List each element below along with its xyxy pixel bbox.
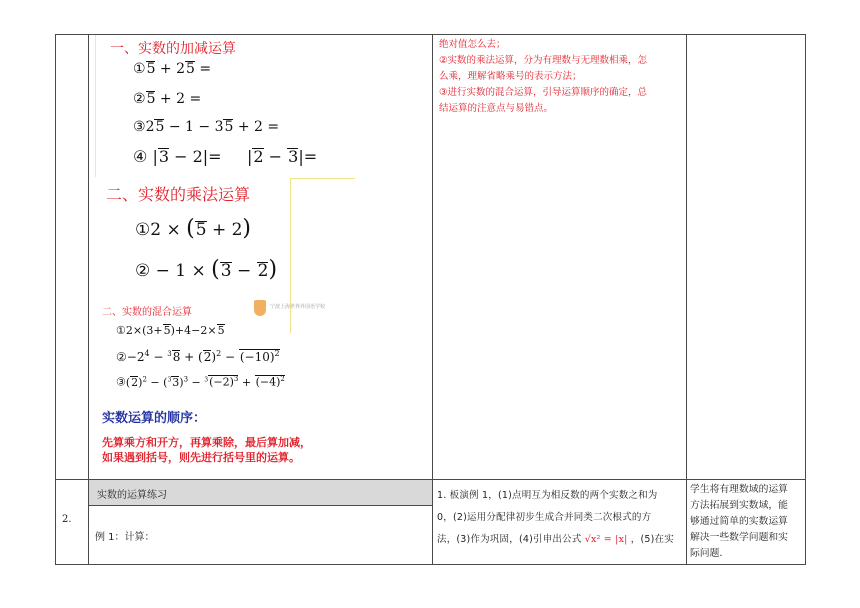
add-item-2 [133, 91, 201, 107]
intent-line-4: 解决一些数学问题和实 [690, 532, 788, 543]
row-number: 2. [62, 514, 72, 525]
item-label: ① [135, 220, 151, 240]
mixed-expr-2: $-2^4 - ^38 + (2)^2 - (-10)^2$ [126, 349, 280, 364]
order-box-line2: 如果遇到括号，则先进行括号里的运算。 [102, 451, 300, 464]
teacher-notes-cell [433, 35, 686, 479]
add-item-3 [133, 119, 279, 135]
note-line-4: ③进行实数的混合运算，引导运算顺序的确定，总 [439, 87, 648, 98]
slide-panel-yellow-top [290, 178, 355, 179]
intent-line-2: 方法拓展到实数域，能 [690, 500, 788, 511]
add-item-1 [133, 61, 211, 77]
note-line-2: ②实数的乘法运算，分为有理数与无理数相乘，怎 [439, 55, 648, 66]
note-line-3: 么乘，理解省略乘号的表示方法； [439, 71, 582, 82]
section-one-heading: 一、实数的加减运算 [110, 41, 236, 57]
slide-image-area [89, 35, 432, 479]
intent-line-1: 学生将有理数域的运算 [690, 484, 788, 495]
intent-cell [690, 482, 804, 562]
mixed-item-2 [116, 349, 280, 364]
school-logo [254, 300, 266, 316]
item-label: ② [133, 91, 146, 107]
activity-title: 实数的运算练习 [97, 490, 167, 501]
abs-expr-a: |3 − 2|= [152, 147, 222, 166]
intent-line-5: 际问题. [690, 548, 723, 559]
item-label: ④ [133, 147, 148, 166]
table-col-divider-3 [686, 34, 687, 565]
mixed-item-3 [116, 375, 285, 389]
process-line-3 [437, 529, 684, 551]
table-bottom-border [55, 564, 806, 565]
process-line-3a: 法，(3)作为巩固，(4)引申出公式 [437, 534, 582, 545]
mul-expr-2: − 1 × (3 − 2) [150, 257, 278, 282]
add-expr-2: 5 + 2 = [146, 91, 202, 107]
mul-item-1 [135, 216, 251, 241]
note-line-5: 结运算的注意点与易错点。 [439, 103, 554, 114]
mixed-expr-1: 2×(3+5)+4−2×5 [125, 324, 225, 337]
abs-expr-b: |2 − 3|= [247, 147, 318, 166]
add-expr-1: 5 + 25 = [146, 61, 212, 77]
item-label: ② [135, 261, 151, 281]
table-right-border [805, 34, 806, 565]
abs-formula: √x² = |x| [584, 534, 628, 545]
item-label: ③ [116, 375, 126, 389]
intent-line-3: 够通过简单的实数运算 [690, 516, 788, 527]
section-three-heading: 二、实数的混合运算 [102, 307, 192, 318]
process-line-2: 0，(2)运用分配律初步生成合并同类二次根式的方 [437, 512, 652, 523]
item-label: ② [116, 350, 127, 364]
school-watermark: 宁波上海世界外国语学校 [270, 304, 326, 310]
process-line-1: 1. 板演例 1，(1)点明互为相反数的两个实数之和为 [437, 490, 658, 501]
process-cell [437, 485, 684, 551]
section-two-heading: 二、实数的乘法运算 [106, 185, 251, 204]
order-box-line1: 先算乘方和开方，再算乘除，最后算加减， [102, 436, 311, 449]
mixed-expr-3: $(2)^2 - (^33)^3 - ^3(-2)^3 + (-4)^2$ [125, 375, 285, 389]
add-expr-3: 25 − 1 − 35 + 2 = [145, 119, 280, 135]
item-label: ③ [133, 119, 146, 135]
mixed-item-1 [116, 324, 225, 337]
order-box-title: 实数运算的顺序： [102, 411, 207, 426]
add-item-4 [133, 147, 222, 166]
abs-expr-b-wrap [247, 147, 317, 166]
item-label: ① [116, 324, 126, 337]
example-label: 例 1：计算： [95, 532, 155, 543]
mul-item-2 [135, 257, 277, 282]
note-line-1: 绝对值怎么去； [439, 39, 506, 50]
activity-title-bar [89, 480, 432, 506]
table-left-border [55, 34, 56, 565]
mul-expr-1: 2 × (5 + 2) [150, 216, 252, 241]
process-line-3b: ，(5)在实 [630, 534, 674, 545]
item-label: ① [133, 61, 146, 77]
